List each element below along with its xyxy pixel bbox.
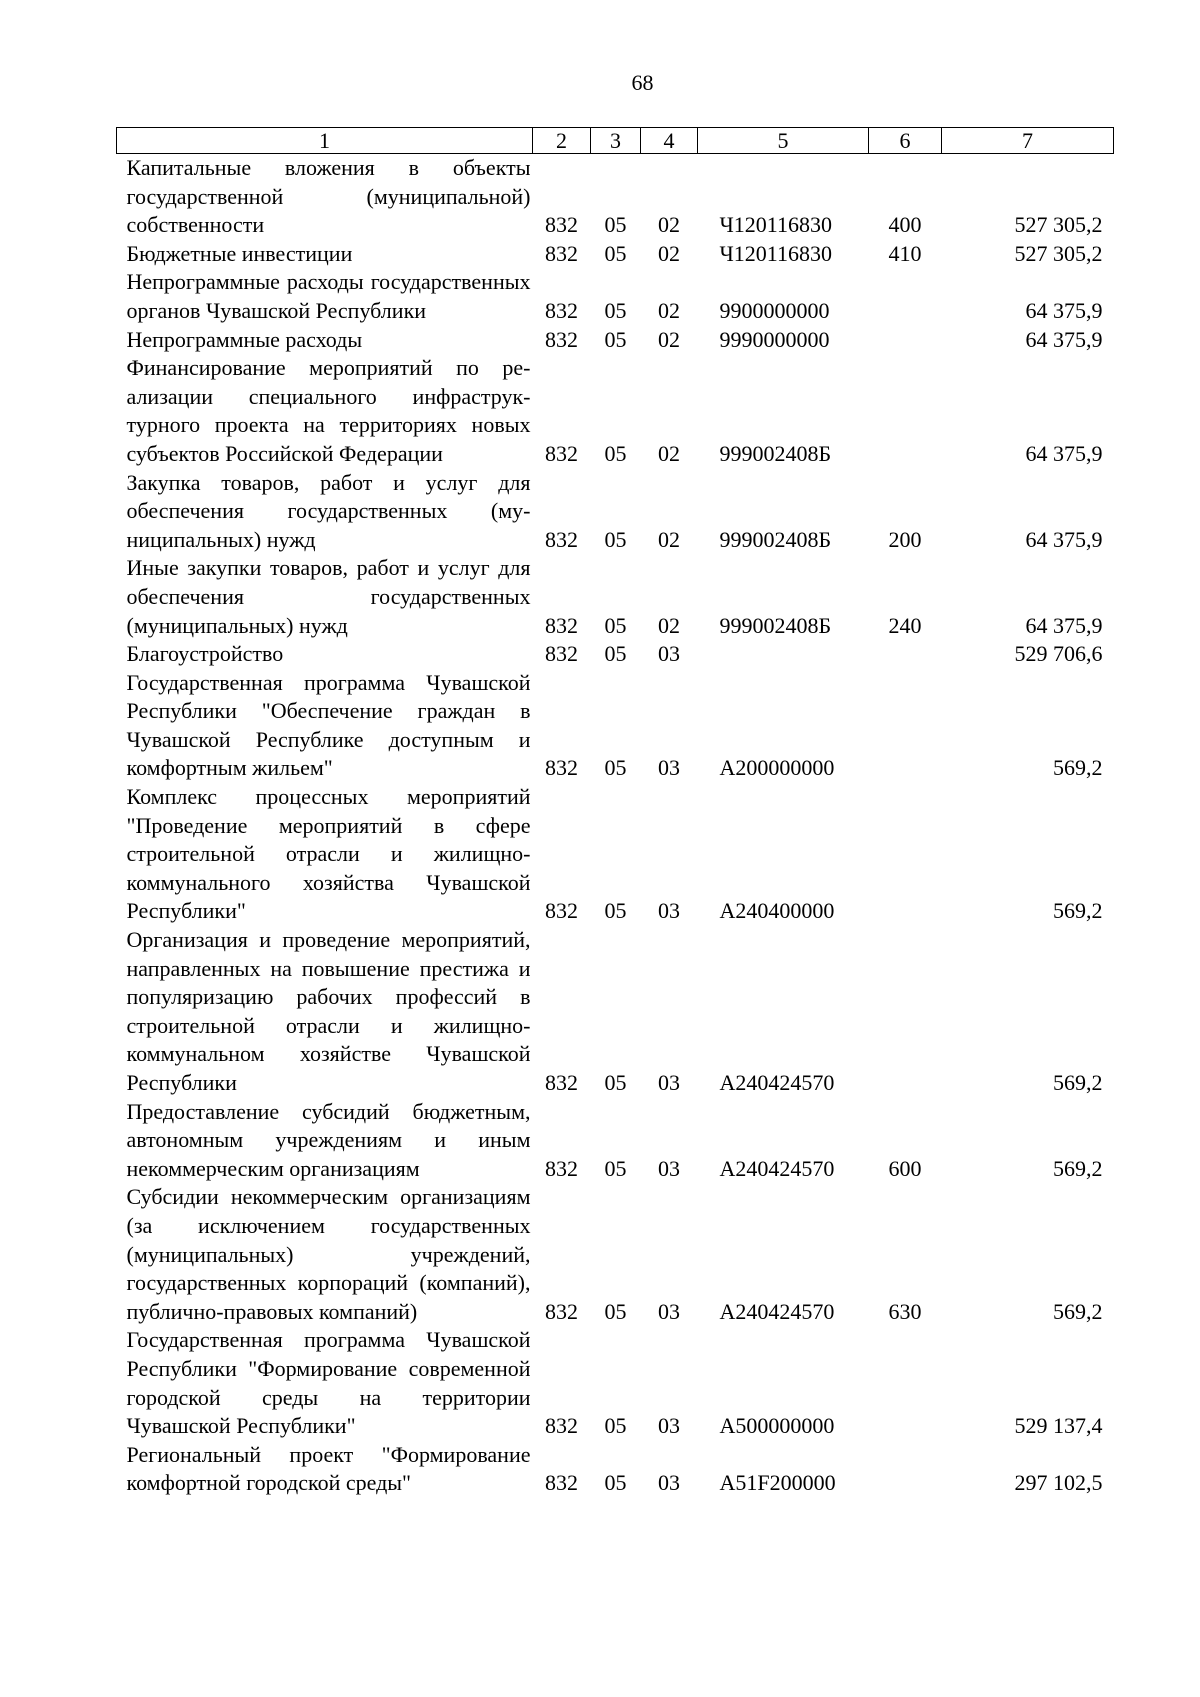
expense-type-cell: 630 [888, 1298, 922, 1324]
target-article-cell: А240424570 [719, 1155, 835, 1181]
row-name-cell: Закупка товаров, работ и услуг для обеспечения государственных (муниципальных) нужд [126, 469, 531, 552]
header-row [117, 128, 1114, 154]
section-code-cell: 05 [604, 297, 627, 323]
section-code-cell: 05 [604, 1413, 627, 1439]
amount-cell: 527 305,2 [1014, 212, 1103, 238]
expense-type-cell: 400 [888, 212, 922, 238]
amount-cell: 64 375,9 [1025, 297, 1103, 323]
budget-table [116, 127, 1114, 1498]
column-header: 6 [869, 128, 942, 154]
expense-type-cell [869, 640, 942, 669]
section-code-cell: 05 [604, 641, 627, 667]
subsection-code-cell: 03 [658, 1470, 680, 1496]
section-code-cell: 05 [604, 440, 627, 466]
expense-type-cell [869, 1441, 942, 1498]
column-header: 4 [641, 128, 698, 154]
amount-cell: 569,2 [1053, 1298, 1103, 1324]
ministry-code-cell: 832 [545, 755, 578, 781]
expense-type-cell: 600 [888, 1155, 922, 1181]
table-row [117, 640, 1114, 669]
expense-type-cell [869, 1326, 942, 1440]
section-code-cell: 05 [604, 898, 627, 924]
subsection-code-cell: 02 [658, 297, 680, 323]
row-name-cell: Капитальные вложения в объекты государственной (муниципальной) собственности [126, 155, 531, 238]
ministry-code-cell: 832 [545, 440, 578, 466]
subsection-code-cell: 02 [658, 326, 680, 352]
target-article-cell: 9900000000 [719, 297, 830, 323]
amount-cell: 569,2 [1053, 1155, 1103, 1181]
amount-cell: 569,2 [1053, 1070, 1103, 1095]
row-name-cell: Непрограммные расходы государственных органов Чувашской Республики [126, 269, 531, 323]
amount-cell: 527 305,2 [1014, 240, 1103, 266]
section-code-cell: 05 [604, 526, 627, 552]
page-number: 68 [631, 70, 654, 95]
row-name-cell: Благоустройство [126, 641, 284, 667]
expense-type-cell [869, 354, 942, 468]
row-name-cell: Государственная программа Чувашской Республики "Формирование современной городской среды на территории Чувашской Республики" [126, 1327, 531, 1439]
table-row [117, 154, 1114, 240]
target-article-cell: А51F200000 [719, 1470, 836, 1496]
section-code-cell: 05 [604, 1155, 627, 1181]
table-row [117, 326, 1114, 355]
expense-type-cell [869, 669, 942, 783]
ministry-code-cell: 832 [545, 297, 578, 323]
subsection-code-cell: 03 [658, 1155, 680, 1181]
table-row [117, 783, 1114, 926]
ministry-code-cell: 832 [545, 212, 578, 238]
target-article-cell: А240424570 [719, 1070, 835, 1095]
table-row [117, 268, 1114, 325]
expense-type-cell [869, 783, 942, 926]
ministry-code-cell: 832 [545, 1155, 578, 1181]
target-article-cell: 999002408Б [719, 612, 832, 638]
subsection-code-cell: 03 [658, 898, 680, 924]
column-header: 3 [591, 128, 641, 154]
subsection-code-cell: 03 [658, 755, 680, 781]
expense-type-cell: 410 [888, 240, 922, 266]
target-article-cell: 999002408Б [719, 440, 832, 466]
section-code-cell: 05 [604, 240, 627, 266]
table-body [117, 154, 1114, 1498]
subsection-code-cell: 02 [658, 612, 680, 638]
table-row [117, 240, 1114, 269]
amount-cell: 64 375,9 [1025, 326, 1103, 352]
column-header: 5 [698, 128, 869, 154]
ministry-code-cell: 832 [545, 326, 578, 352]
target-article-cell: 999002408Б [719, 526, 832, 552]
amount-cell: 529 706,6 [1014, 641, 1103, 667]
row-name-cell: Предоставление субсидий бюджетным, автономным учреждениям и иным некоммерческим организациям [126, 1098, 531, 1181]
amount-cell: 64 375,9 [1025, 612, 1103, 638]
subsection-code-cell: 03 [658, 1298, 680, 1324]
target-article-cell: А500000000 [719, 1413, 835, 1439]
expense-type-cell: 200 [888, 526, 922, 552]
subsection-code-cell: 02 [658, 240, 680, 266]
table-row [117, 1183, 1114, 1326]
column-header: 2 [533, 128, 591, 154]
table-row [117, 926, 1114, 1098]
ministry-code-cell: 832 [545, 612, 578, 638]
row-name-cell: Региональный проект "Формирование комфортной городской среды" [126, 1441, 531, 1496]
ministry-code-cell: 832 [545, 898, 578, 924]
table-row [117, 1326, 1114, 1440]
amount-cell: 529 137,4 [1014, 1413, 1103, 1439]
ministry-code-cell: 832 [545, 526, 578, 552]
table-row [117, 554, 1114, 640]
target-article-cell: Ч120116830 [719, 212, 832, 238]
subsection-code-cell: 02 [658, 526, 680, 552]
section-code-cell: 05 [604, 1470, 627, 1496]
table-row [117, 1441, 1114, 1498]
amount-cell: 64 375,9 [1025, 526, 1103, 552]
target-article-cell: 9990000000 [719, 326, 830, 352]
subsection-code-cell: 02 [658, 440, 680, 466]
table-row [117, 1098, 1114, 1184]
ministry-code-cell: 832 [545, 1470, 578, 1496]
expense-type-cell: 240 [888, 612, 922, 638]
section-code-cell: 05 [604, 755, 627, 781]
expense-type-cell [869, 268, 942, 325]
amount-cell: 569,2 [1053, 755, 1103, 781]
row-name-cell: Иные закупки товаров, работ и услуг для обеспечения государственных (муниципальных) нужд [126, 555, 531, 638]
ministry-code-cell: 832 [545, 1413, 578, 1439]
table-row [117, 669, 1114, 783]
section-code-cell: 05 [604, 1298, 627, 1324]
table-row [117, 354, 1114, 468]
expense-type-cell [869, 926, 942, 1098]
section-code-cell: 05 [604, 326, 627, 352]
amount-cell: 64 375,9 [1025, 440, 1103, 466]
subsection-code-cell: 03 [658, 641, 680, 667]
row-name-cell: Финансирование мероприятий по реализации специального инфраструктурного проекта на территориях новых субъектов Российской Федерации [126, 355, 531, 466]
ministry-code-cell: 832 [545, 1298, 578, 1324]
row-name-cell: Государственная программа Чувашской Республики "Обеспечение граждан в Чувашской Республике доступным и комфортным жильем" [126, 669, 531, 781]
table-row [117, 469, 1114, 555]
section-code-cell: 05 [604, 212, 627, 238]
ministry-code-cell: 832 [545, 1070, 578, 1095]
row-name-cell: Комплекс процессных мероприятий "Проведение мероприятий в сфере строительной отрасли и жилищно-коммунального хозяйства Чувашской Республики" [126, 784, 531, 924]
subsection-code-cell: 03 [658, 1070, 680, 1095]
target-article-cell [698, 640, 869, 669]
expense-type-cell [869, 326, 942, 355]
row-name-cell: Бюджетные инвестиции [126, 240, 353, 266]
target-article-cell: А240424570 [719, 1298, 835, 1324]
section-code-cell: 05 [604, 612, 627, 638]
section-code-cell: 05 [604, 1070, 627, 1095]
row-name-cell: Непрограммные расходы [126, 326, 363, 352]
target-article-cell: А240400000 [719, 898, 835, 924]
row-name-cell: Организация и проведение мероприятий, направленных на повышение престижа и популяризацию рабочих профессий в строительной отрасли и жилищно-коммунальном хозяйстве Чувашской Республики [126, 927, 531, 1095]
amount-cell: 569,2 [1053, 898, 1103, 924]
target-article-cell: Ч120116830 [719, 240, 832, 266]
ministry-code-cell: 832 [545, 641, 578, 667]
subsection-code-cell: 03 [658, 1413, 680, 1439]
column-header: 1 [117, 128, 533, 154]
column-header: 7 [942, 128, 1114, 154]
row-name-cell: Субсидии некоммерческим организациям (за исключением государственных (муниципальных) учреждений, государственных корпораций (компаний), публично-правовых компаний) [126, 1184, 531, 1324]
amount-cell: 297 102,5 [1014, 1470, 1103, 1496]
ministry-code-cell: 832 [545, 240, 578, 266]
target-article-cell: А200000000 [719, 755, 835, 781]
subsection-code-cell: 02 [658, 212, 680, 238]
